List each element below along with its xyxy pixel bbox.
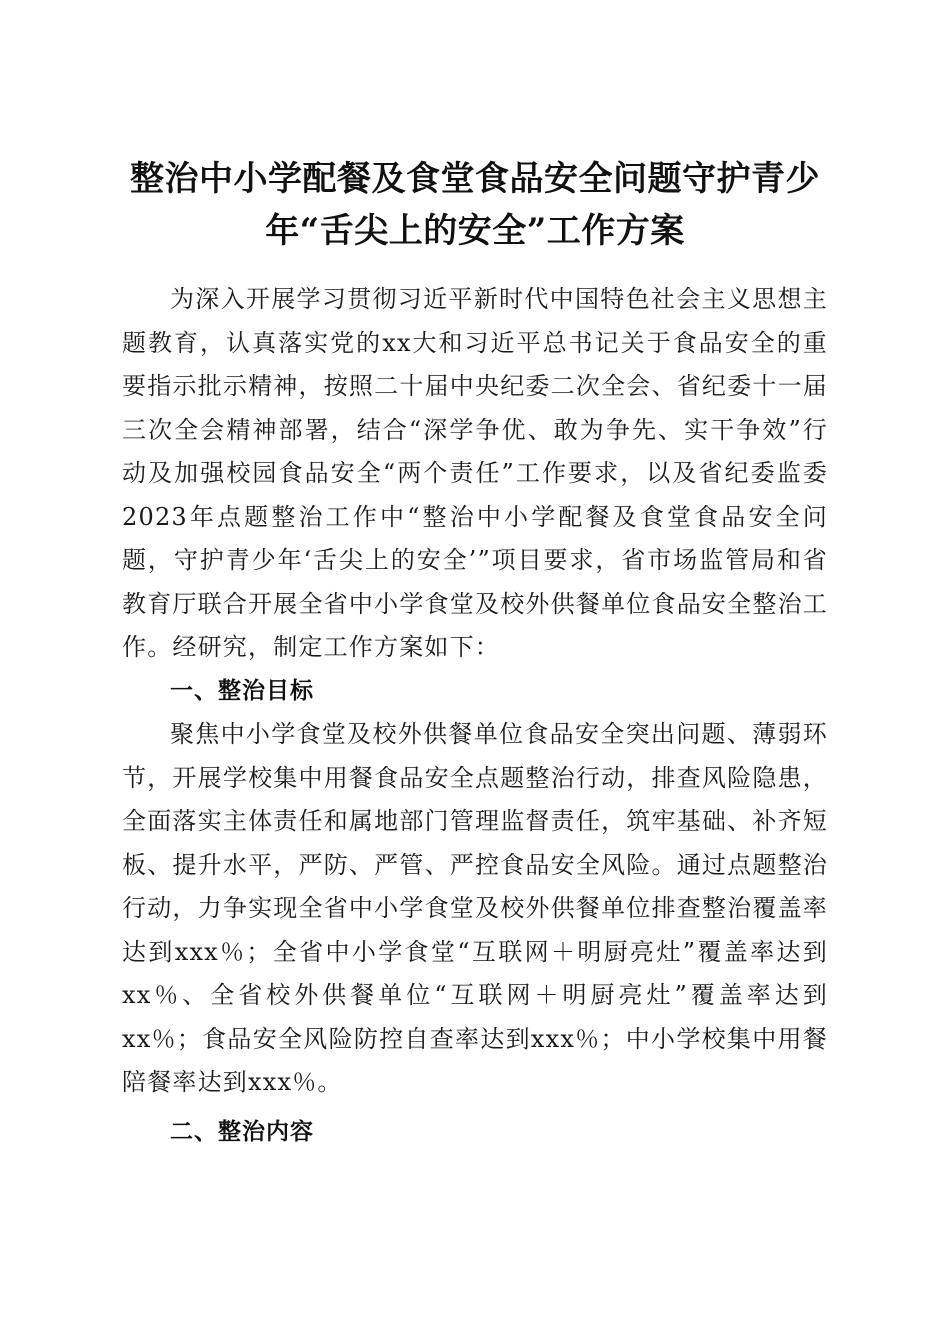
goals-paragraph: 聚焦中小学食堂及校外供餐单位食品安全突出问题、薄弱环节，开展学校集中用餐食品安全点题整治行动，排查风险隐患，全面落实主体责任和属地部门管理监督责任，筑牢基础、补齐短板、提升水平，严防、严管、严控食品安全风险。通过点题整治行动，力争实现全省中小学食堂及校外供餐单位排查整治覆盖率达到xxx％；全省中小学食堂“互联网＋明厨亮灶”覆盖率达到xx％、全省校外供餐单位“互联网＋明厨亮灶”覆盖率达到xx％；食品安全风险防控自查率达到xxx％；中小学校集中用餐陪餐率达到xxx％。 (122, 720, 828, 1096)
document-body (122, 278, 828, 1154)
intro-paragraph: 为深入开展学习贯彻习近平新时代中国特色社会主义思想主题教育，认真落实党的xx大和习近平总书记关于食品安全的重要指示批示精神，按照二十届中央纪委二次全会、省纪委十一届三次全会精神部署，结合“深学争优、敢为争先、实干争效”行动及加强校园食品安全“两个责任”工作要求，以及省纪委监委2023年点题整治工作中“整治中小学配餐及食堂食品安全问题，守护青少年‘舌尖上的安全’”项目要求，省市场监管局和省教育厅联合开展全省中小学食堂及校外供餐单位食品安全整治工作。经研究，制定工作方案如下： (122, 285, 828, 661)
section-heading-goals: 一、整治目标 (170, 677, 314, 704)
section-heading-content: 二、整治内容 (170, 1118, 314, 1145)
document-title: 整治中小学配餐及食堂食品安全问题守护青少年“舌尖上的安全”工作方案 (130, 158, 820, 251)
